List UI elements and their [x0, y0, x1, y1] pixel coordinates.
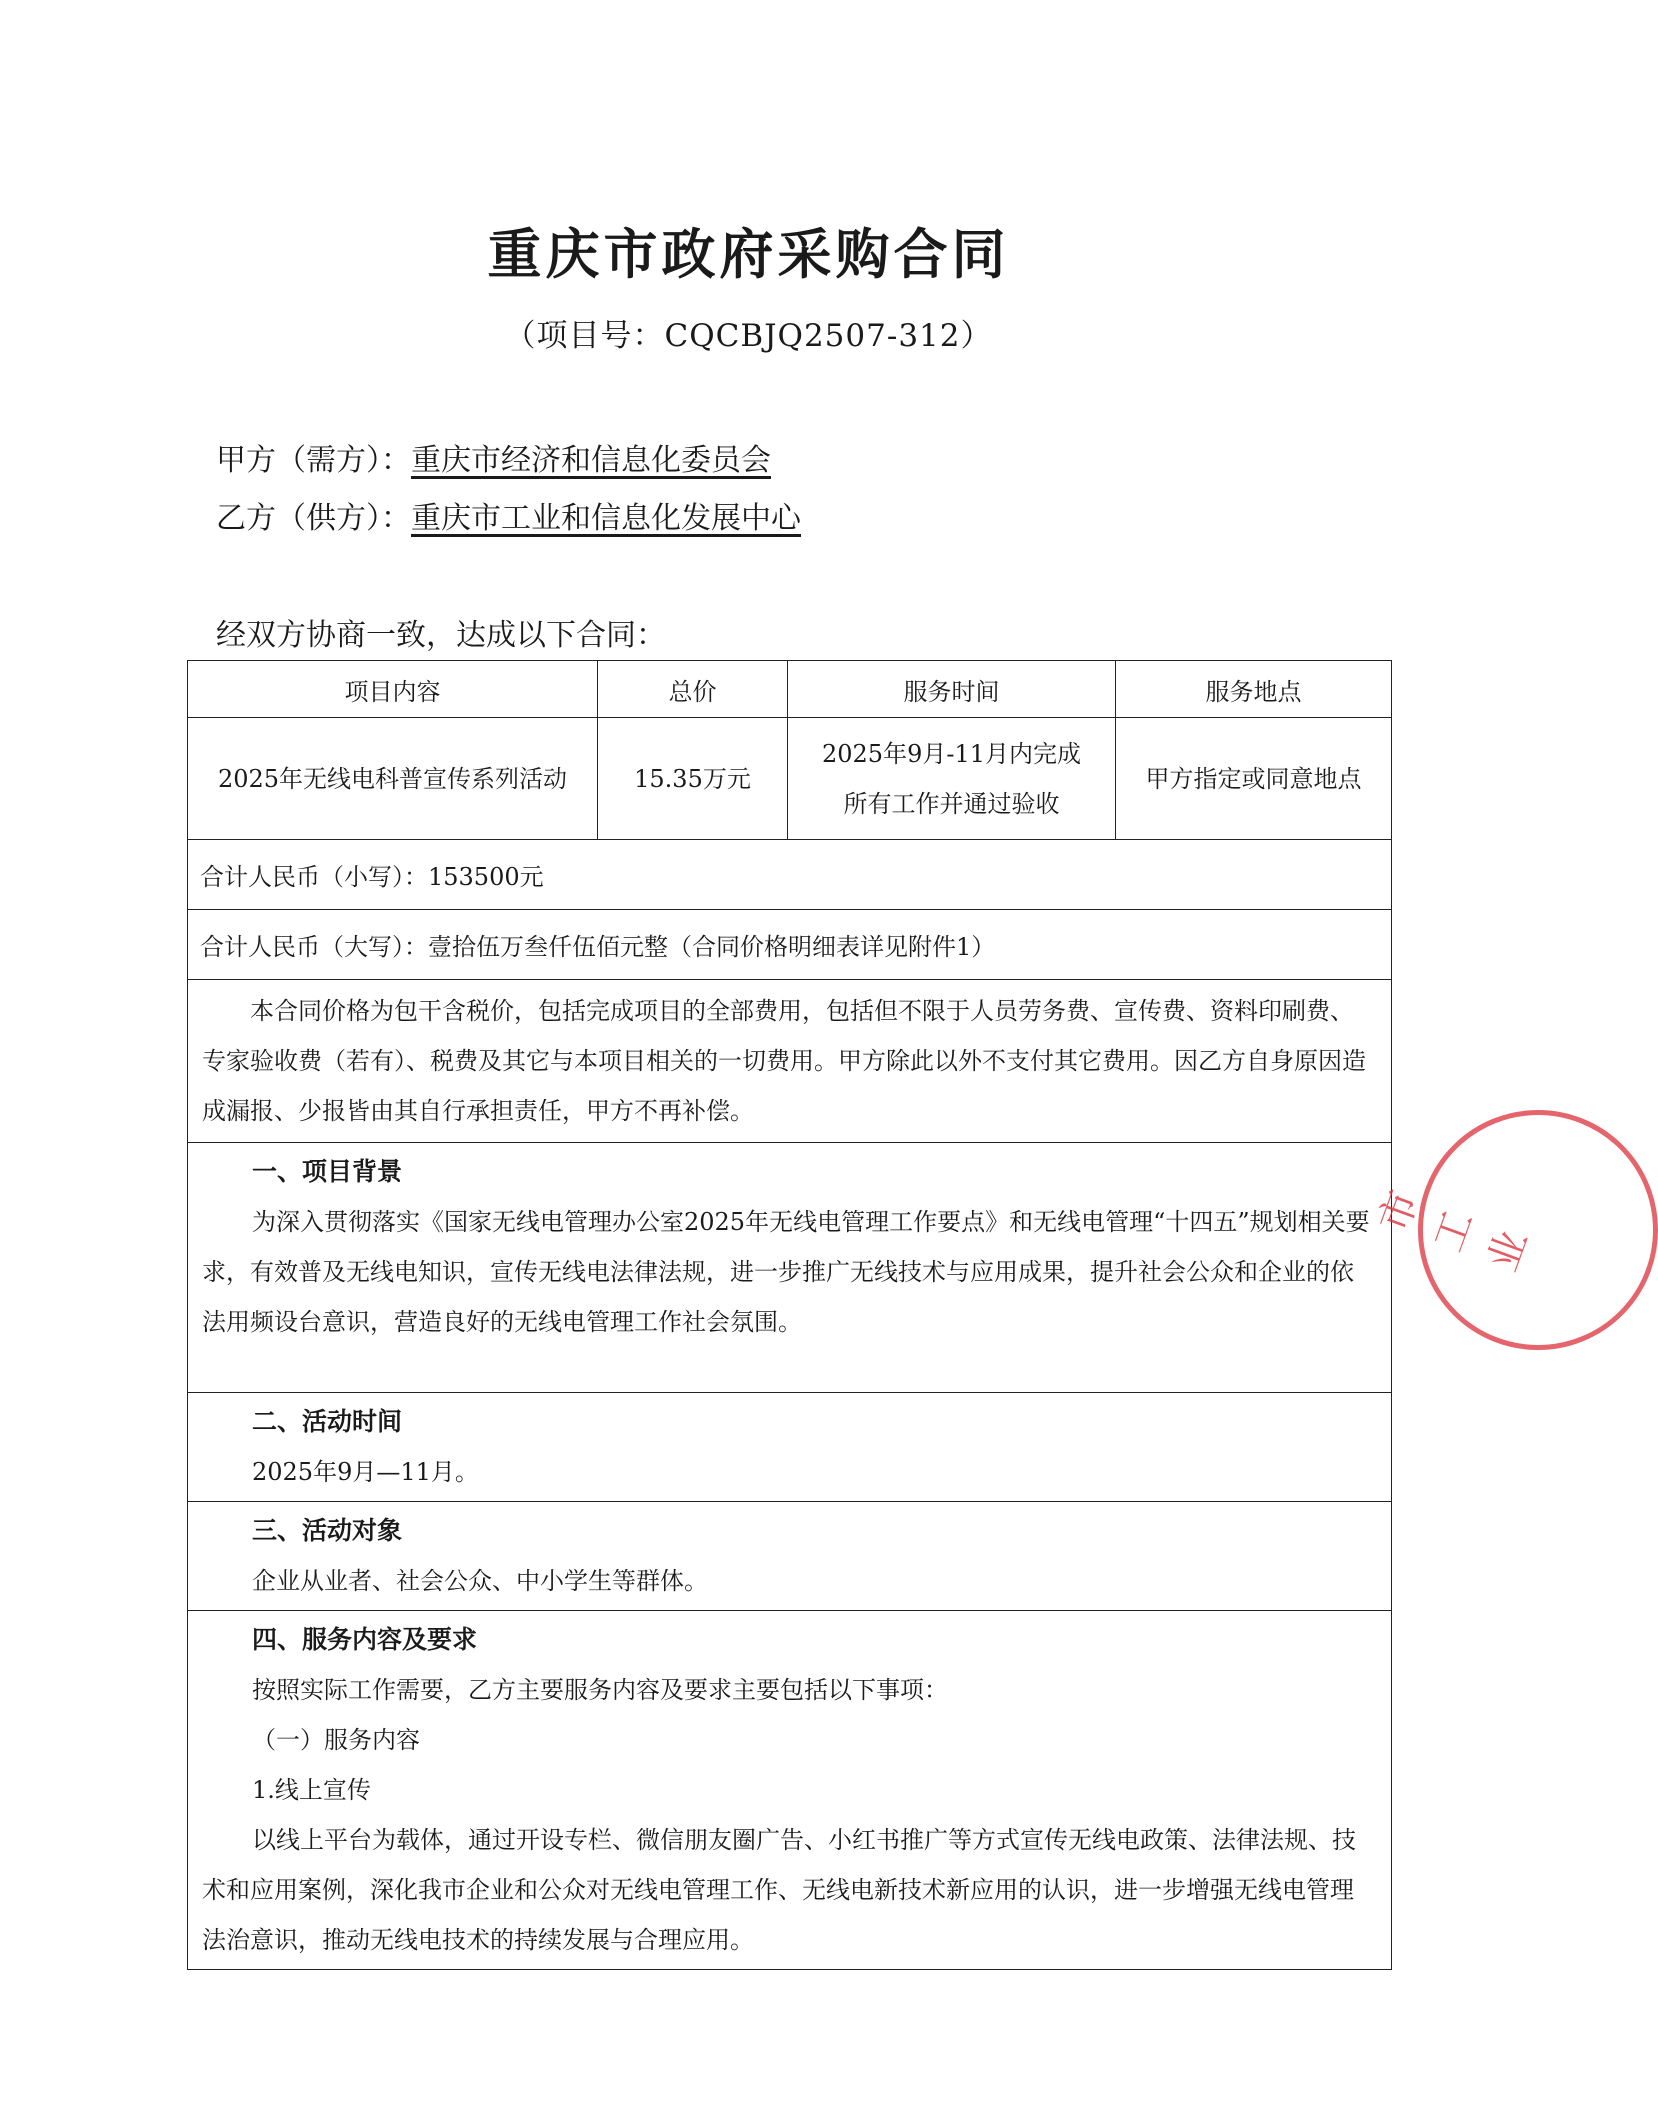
section-time	[188, 1393, 1392, 1502]
party-b	[216, 493, 801, 537]
table-row	[188, 718, 1392, 840]
section-heading: 三、活动对象	[252, 1516, 403, 1545]
party-b-value: 重庆市工业和信息化发展中心	[411, 501, 801, 536]
header-content: 项目内容	[188, 661, 598, 718]
total-small-row	[188, 840, 1392, 910]
document-title: 重庆市政府采购合同	[487, 222, 1010, 286]
section-background-row	[188, 1143, 1392, 1393]
cell-time	[788, 718, 1116, 840]
table-header-row	[188, 661, 1392, 718]
section-body	[202, 1815, 1377, 1965]
party-a	[216, 435, 771, 479]
party-b-label: 乙方（供方）：	[216, 501, 411, 536]
section-body-text: 以线上平台为载体，通过开设专栏、微信朋友圈广告、小红书推广等方式宣传无线电政策、法律法规、技术和应用案例，深化我市企业和公众对无线电管理工作、无线电新技术新应用的认识，进一步增强无线电管理法治意识，推动无线电技术的持续发展与合理应用。	[202, 1826, 1356, 1954]
total-big: 合计人民币（大写）：壹拾伍万叁仟伍佰元整（合同价格明细表详见附件1）	[188, 910, 1392, 980]
party-a-value: 重庆市经济和信息化委员会	[411, 443, 771, 478]
section-service	[188, 1611, 1392, 1970]
section-audience-row	[188, 1502, 1392, 1611]
price-note: 本合同价格为包干含税价，包括完成项目的全部费用，包括但不限于人员劳务费、宣传费、资料印刷费、专家验收费（若有）、税费及其它与本项目相关的一切费用。甲方除此以外不支付其它费用。因乙方自身原因造成漏报、少报皆由其自行承担责任，甲方不再补偿。	[188, 980, 1392, 1143]
total-small: 合计人民币（小写）：153500元	[188, 840, 1392, 910]
section-body-text: 为深入贯彻落实《国家无线电管理办公室2025年无线电管理工作要点》和无线电管理“十四五”规划相关要求，有效普及无线电知识，宣传无线电法律法规，进一步推广无线技术与应用成果，提升社会公众和企业的依法用频设台意识，营造良好的无线电管理工作社会氛围。	[202, 1208, 1370, 1336]
section-body: 企业从业者、社会公众、中小学生等群体。	[252, 1567, 708, 1595]
cell-content: 2025年无线电科普宣传系列活动	[188, 718, 598, 840]
cell-time-line2: 所有工作并通过验收	[843, 789, 1060, 818]
section-heading: 二、活动时间	[252, 1407, 403, 1436]
cell-price: 15.35万元	[598, 718, 788, 840]
section-body	[202, 1197, 1377, 1347]
cell-place: 甲方指定或同意地点	[1116, 718, 1392, 840]
header-price: 总价	[598, 661, 788, 718]
section-service-row	[188, 1611, 1392, 1970]
section-heading: 一、项目背景	[252, 1157, 403, 1186]
header-time: 服务时间	[788, 661, 1116, 718]
project-number: （项目号：CQCBJQ2507-312）	[504, 318, 993, 354]
contract-table	[187, 660, 1392, 1970]
section-heading: 四、服务内容及要求	[252, 1625, 478, 1654]
section-line: 1.线上宣传	[252, 1776, 371, 1804]
section-audience	[188, 1502, 1392, 1611]
price-note-row	[188, 980, 1392, 1143]
section-background	[188, 1143, 1392, 1393]
section-body: 2025年9月—11月。	[252, 1458, 479, 1486]
intro-text: 经双方协商一致，达成以下合同：	[216, 618, 666, 653]
stamp-lettering: 市工业	[1370, 1184, 1537, 1278]
section-time-row	[188, 1393, 1392, 1502]
party-a-label: 甲方（需方）：	[216, 443, 411, 478]
header-place: 服务地点	[1116, 661, 1392, 718]
stamp-text	[1370, 1130, 1537, 1304]
cell-time-line1: 2025年9月-11月内完成	[822, 739, 1081, 768]
section-line: （一）服务内容	[252, 1726, 420, 1754]
total-big-row	[188, 910, 1392, 980]
section-line: 按照实际工作需要，乙方主要服务内容及要求主要包括以下事项：	[252, 1676, 948, 1704]
